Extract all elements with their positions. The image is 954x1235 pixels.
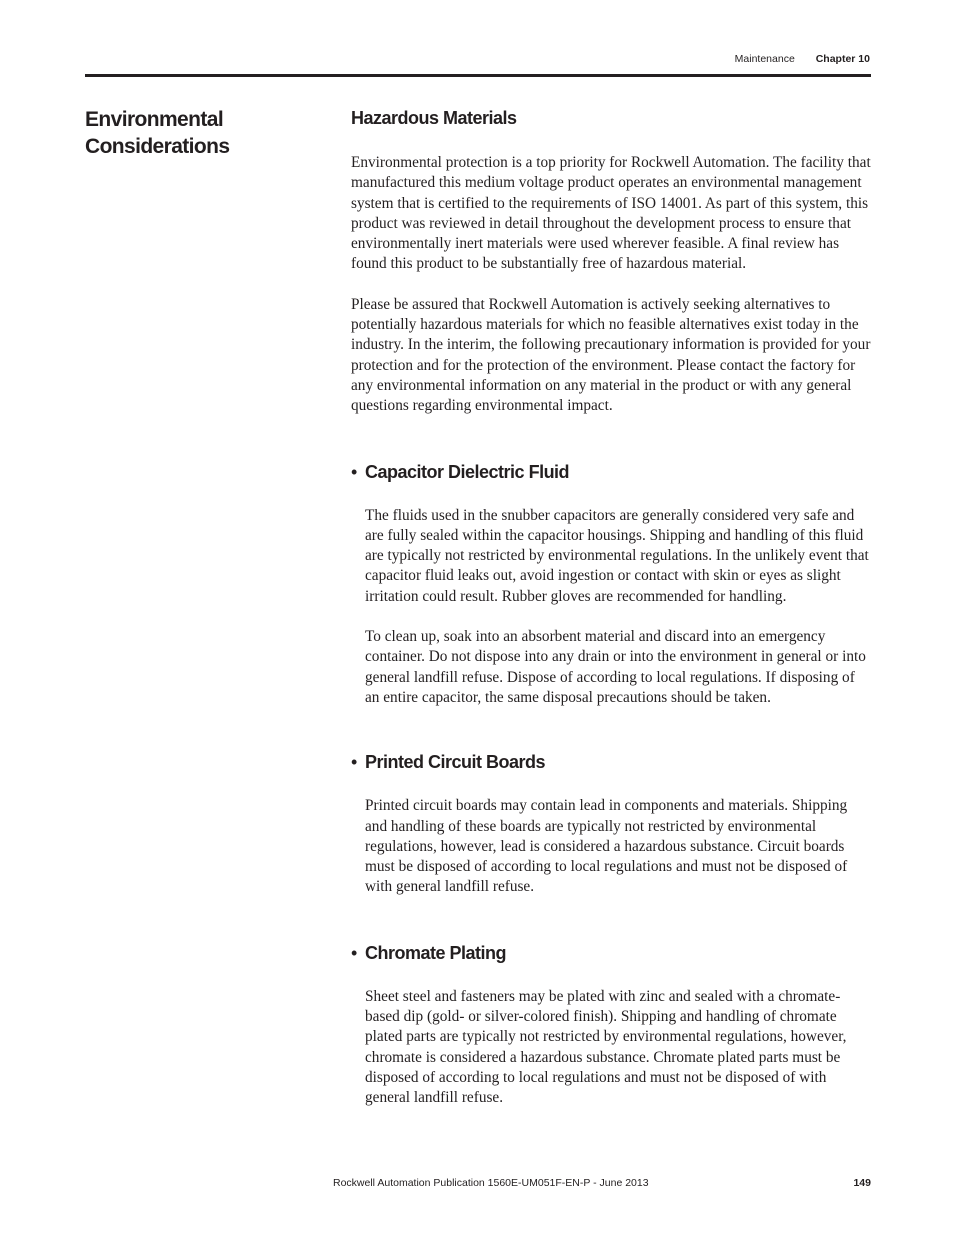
header-rule	[85, 74, 871, 77]
page-number: 149	[853, 1177, 871, 1189]
capacitor-fluid-heading	[351, 460, 873, 484]
running-header	[735, 53, 870, 65]
chromate-plating-paragraph: Sheet steel and fasteners may be plated with zinc and sealed with a chromate-based dip (gold- or silver-colored finish). Shipping and handling of chromate plated parts are typically not restricted by environmental regulations, however, chromate is considered a hazardous substance. Chromate plated parts must be disposed of according to local regulations and must not be disposed of with general landfill refuse.	[365, 987, 847, 1107]
chromate-plating-heading	[351, 941, 873, 965]
header-chapter-label: Chapter 10	[815, 53, 870, 65]
header-section-name: Maintenance	[734, 53, 795, 65]
hazardous-materials-paragraph-1: Environmental protection is a top priority for Rockwell Automation. The facility that manufactured this medium voltage product operates an environmental management system that is certified to the requirements of ISO 14001. As part of this system, this product was reviewed in detail throughout the development process to ensure that environmentally inert materials were used wherever feasible. A final review has found this product to be substantially free of hazardous material.	[351, 154, 871, 273]
hazardous-materials-heading: Hazardous Materials	[351, 108, 517, 128]
hazardous-materials-paragraph-2: Please be assured that Rockwell Automation is actively seeking alternatives to potentially hazardous materials for which no feasible alternatives exist today in the industry. In the interim, the following precautionary information is provided for your protection and for the protection of the environment. Please contact the factory for any environmental information on any material in the product or with any general questions regarding environmental impact.	[351, 295, 871, 415]
capacitor-fluid-paragraph-1: The fluids used in the snubber capacitors are generally considered very safe and are fully sealed within the capacitor housings. Shipping and handling of this fluid are typically not restricted by environmental regulations. In the unlikely event that capacitor fluid leaks out, avoid ingestion or contact with skin or eyes as slight irritation could result. Rubber gloves are recommended for handling.	[365, 506, 869, 605]
main-content	[351, 106, 873, 1109]
capacitor-fluid-paragraph-2: To clean up, soak into an absorbent material and discard into an emergency container. Do not dispose into any drain or into the environment in general or into general landfill refuse. Dispose of according to local regulations. If disposing of an entire capacitor, the same disposal precautions should be taken.	[365, 628, 866, 706]
section-title: Environmental Considerations	[85, 108, 230, 158]
printed-circuit-boards-paragraph: Printed circuit boards may contain lead in components and materials. Shipping and handling of these boards are typically not restricted by environmental regulations, however, lead is considered a hazardous substance. Circuit boards must be disposed of according to local regulations and must not be disposed of with general landfill refuse.	[365, 797, 848, 896]
capacitor-fluid-heading-text: Capacitor Dielectric Fluid	[365, 461, 570, 482]
printed-circuit-boards-heading-text: Printed Circuit Boards	[365, 752, 546, 773]
bullet-icon: •	[351, 942, 357, 963]
footer-publication: Rockwell Automation Publication 1560E-UM051F-EN-P - June 2013	[333, 1177, 649, 1189]
bullet-icon: •	[351, 752, 357, 773]
bullet-icon: •	[351, 461, 357, 482]
printed-circuit-boards-heading	[351, 750, 873, 774]
chromate-plating-heading-text: Chromate Plating	[365, 942, 507, 963]
